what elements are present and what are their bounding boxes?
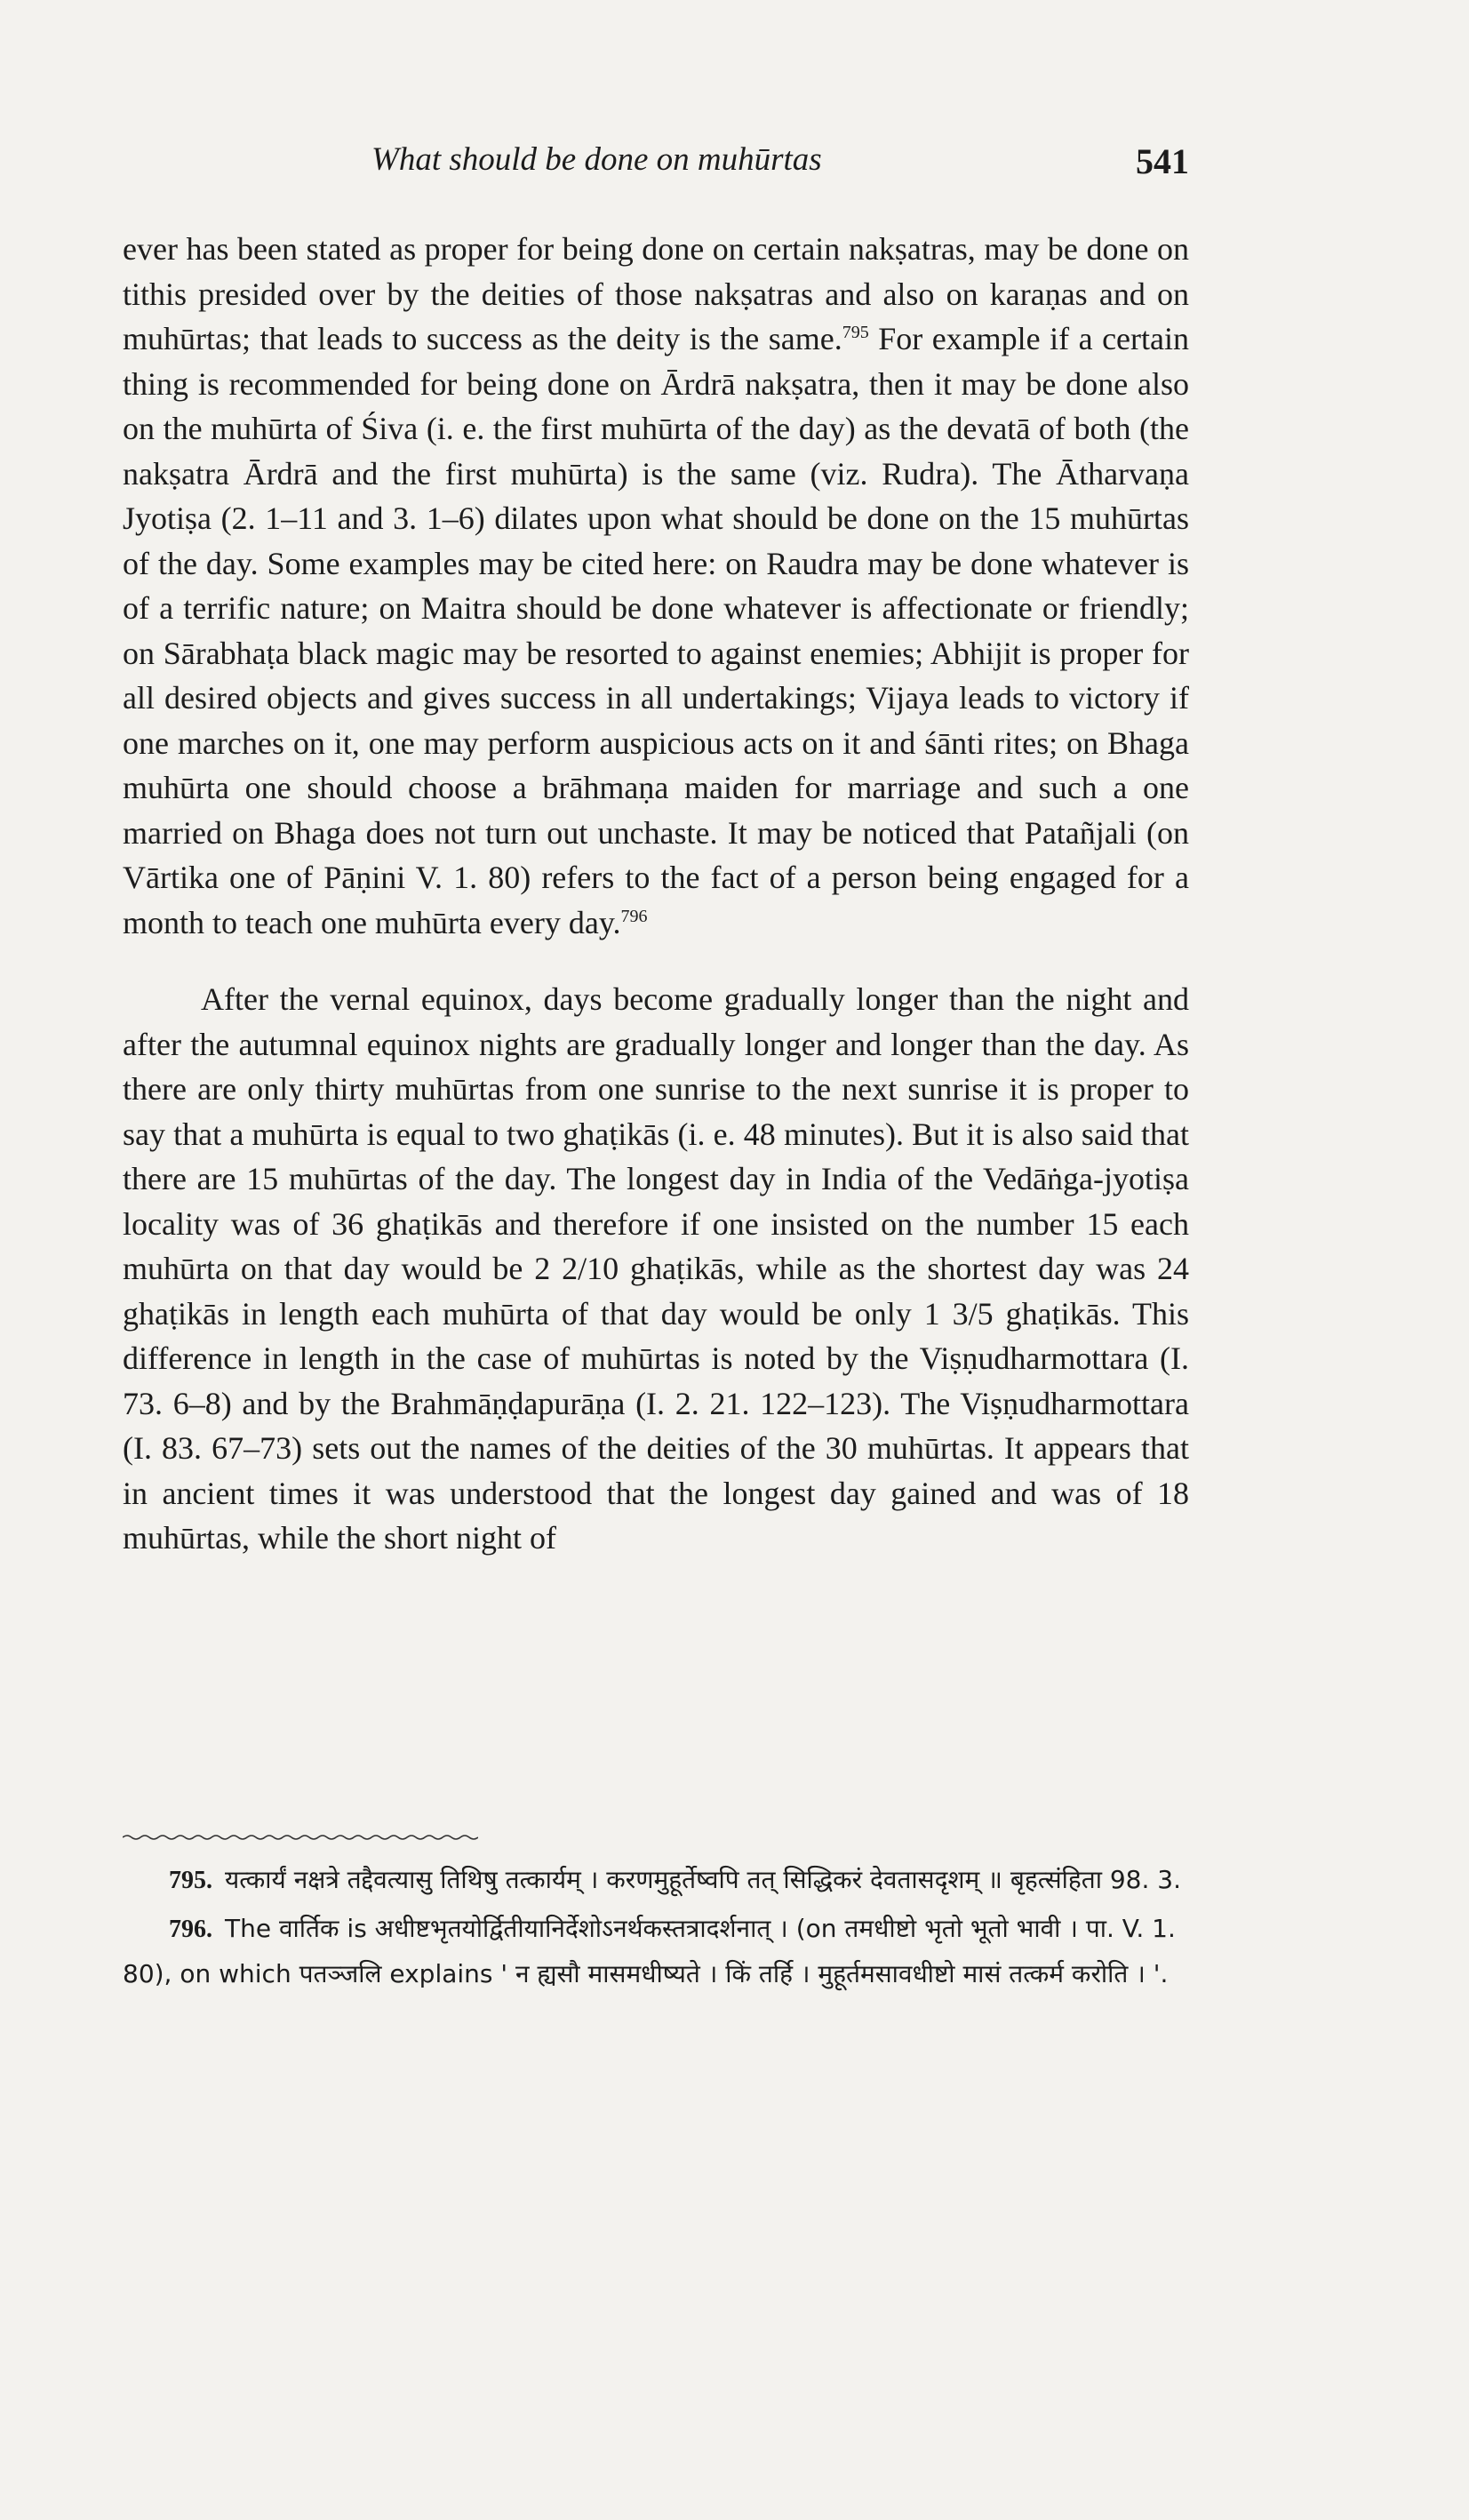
footnote-text: The वार्तिक is अधीष्टभृतयोर्द्वितीयानिर्देशोऽनर्थकस्तत्रादर्शनात् । (on तमधीष्टो भृतो भूतो भावी । पा. V. 1. 80), on which पतञ्जलि explains ' न ह्यसौ मासमधीष्यते । किं तर्हि । मुहूर्तमसावधीष्टो मासं तत्कर्म करोति । '. — [123, 1914, 1176, 1988]
footnote-795 — [123, 1858, 1189, 1903]
paragraph-2: After the vernal equinox, days become gradually longer than the night and after the autumnal equinox nights are gradually longer and longer than the day. As there are only thirty muhūrtas from one sunrise to the next sunrise it is proper to say that a muhūrta is equal to two ghaṭikās (i. e. 48 minutes). But it is also said that there are 15 muhūrtas of the day. The longest day in India of the Vedāṅga-jyotiṣa locality was of 36 ghaṭikās and therefore if one insisted on the number 15 each muhūrta on that day would be 2 2/10 ghaṭikās, while as the shortest day was 24 ghaṭikās in length each muhūrta of that day would be only 1 3/5 ghaṭikās. This difference in length in the case of muhūrtas is noted by the Viṣṇudharmottara (I. 73. 6–8) and by the Brahmāṇḍapurāṇa (I. 2. 21. 122–123). The Viṣṇudharmottara (I. 83. 67–73) sets out the names of the deities of the 30 muhūrtas. It appears that in ancient times it was understood that the longest day gained and was of 18 muhūrtas, while the short night of — [123, 981, 1189, 1556]
running-title: What should be done on muhūrtas — [371, 141, 822, 178]
footnote-number: 796. — [169, 1916, 212, 1943]
page-number: 541 — [1136, 141, 1189, 181]
footnote-separator — [123, 1834, 478, 1841]
footnote-text: यत्कार्यं नक्षत्रे तद्दैवत्यासु तिथिषु तत्कार्यम् । करणमुहूर्तेष्वपि तत् सिद्धिकरं देवतासदृशम् ॥ बृहत्संहिता 98. 3. — [225, 1865, 1182, 1894]
footnote-number: 795. — [169, 1867, 212, 1894]
footnote-ref-796: 796 — [620, 906, 648, 926]
main-text — [123, 227, 1189, 1561]
footnote-ref-795: 795 — [842, 323, 869, 342]
paragraph-1-part-b: For example if a certain thing is recommended for being done on Ārdrā nakṣatra, then it may be done also on the muhūrta of Śiva (i. e. the first muhūrta of the day) as the devatā of both (the nakṣatra Ārdrā and the first muhūrta) is the same (viz. Rudra). The Ātharvaṇa Jyotiṣa (2. 1–11 and 3. 1–6) dilates upon what should be done on the 15 muhūrtas of the day. Some examples may be cited here: on Raudra may be done whatever is of a terrific nature; on Maitra should be done whatever is affectionate or friendly; on Sārabhaṭa black magic may be resorted to against enemies; Abhijit is proper for all desired objects and gives success in all undertakings; Vijaya leads to victory if one marches on it, one may perform auspicious acts on it and śānti rites; on Bhaga muhūrta one should choose a brāhmaṇa maiden for marriage and such a one married on Bhaga does not turn out unchaste. It may be noticed that Patañjali (on Vārtika one of Pāṇini V. 1. 80) refers to the fact of a person being engaged for a month to teach one muhūrta every day. — [123, 321, 1189, 940]
footnotes — [123, 1858, 1189, 2001]
paragraph-1 — [123, 227, 1189, 945]
paragraph-1-part-a: ever has been stated as proper for being done on certain nakṣatras, may be done on tithis presided over by the deities of those nakṣatras and also on karaṇas and on muhūrtas; that leads to success as the deity is the same. — [123, 231, 1189, 356]
footnote-796 — [123, 1907, 1189, 1997]
page-header — [123, 140, 1189, 194]
